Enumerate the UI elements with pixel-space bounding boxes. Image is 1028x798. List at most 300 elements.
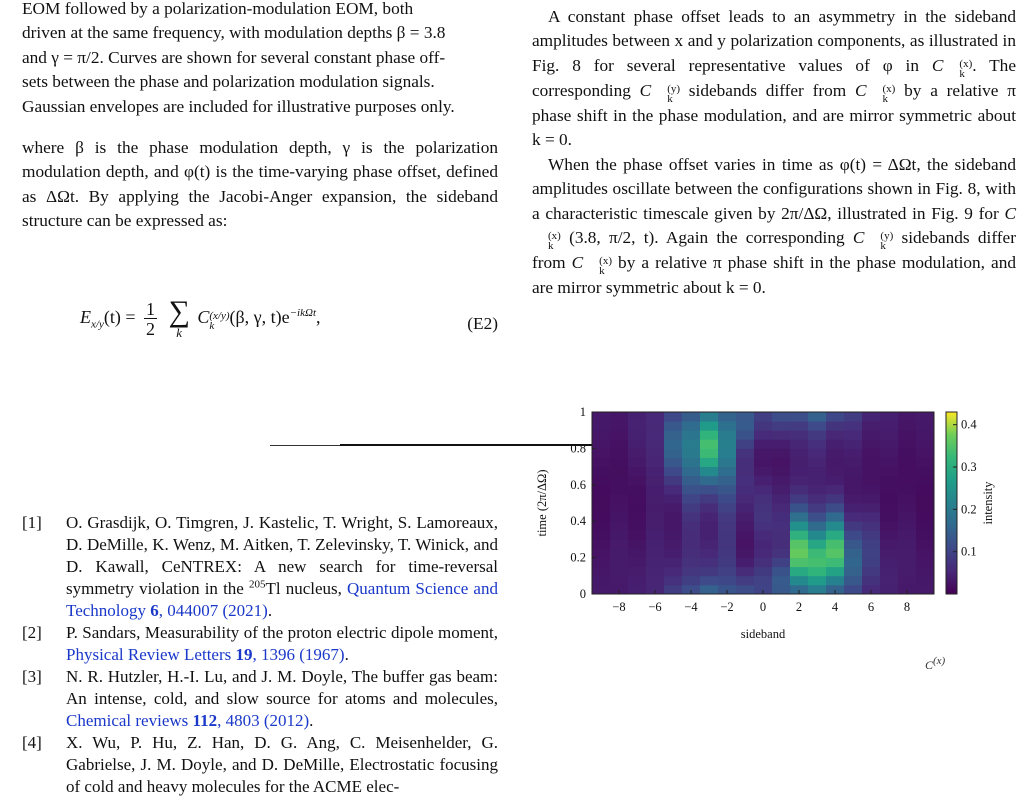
y-tick-label: 1 <box>579 405 586 419</box>
heatmap-cell <box>682 476 700 486</box>
c-sub: k <box>667 92 673 105</box>
heatmap-cell <box>718 412 736 422</box>
heatmap-cell <box>880 503 898 513</box>
heatmap-cell <box>772 512 790 522</box>
heatmap-cell <box>664 539 682 549</box>
heatmap-cell <box>628 512 646 522</box>
heatmap-cell <box>736 412 754 422</box>
reference-journal[interactable]: Physical Review Letters <box>66 645 236 664</box>
c-sup: (y) <box>667 82 681 95</box>
heatmap-cell <box>790 567 808 577</box>
heatmap-cell <box>628 421 646 431</box>
heatmap-cell <box>646 512 664 522</box>
heatmap-cell <box>646 558 664 568</box>
heatmap-cell <box>862 530 880 540</box>
heatmap-cell <box>610 576 628 586</box>
heatmap-cell <box>592 539 610 549</box>
heatmap-cell <box>826 530 844 540</box>
heatmap-cell <box>646 576 664 586</box>
reference-volume[interactable]: 19 <box>235 645 253 664</box>
heatmap-cell <box>754 558 772 568</box>
heatmap-cell <box>790 485 808 495</box>
heatmap-cell <box>610 539 628 549</box>
heatmap-cell <box>916 512 934 522</box>
heatmap-cell <box>646 412 664 422</box>
heatmap-cell <box>592 412 610 422</box>
heatmap-cell <box>754 494 772 504</box>
heatmap-cell <box>664 503 682 513</box>
heatmap-cell <box>700 467 718 477</box>
heatmap-cell <box>664 430 682 440</box>
heatmap-cell <box>916 467 934 477</box>
heatmap-cell <box>682 512 700 522</box>
heatmap-cell <box>754 467 772 477</box>
heatmap-cell <box>808 467 826 477</box>
eq-term-scripts <box>209 311 229 331</box>
caption-line: sets between the phase and polarization modulation signals. <box>22 72 435 92</box>
heatmap-cell <box>808 494 826 504</box>
heatmap-cell <box>592 530 610 540</box>
heatmap-cell <box>646 567 664 577</box>
reference-item <box>22 512 498 622</box>
heatmap-cell <box>808 512 826 522</box>
eq-comma: , <box>316 307 321 328</box>
c-sup: (x) <box>548 230 561 243</box>
heatmap-cell <box>700 412 718 422</box>
eq-fraction <box>144 300 157 339</box>
heatmap-cell <box>862 412 880 422</box>
heatmap-cell <box>736 521 754 531</box>
heatmap-cell <box>718 467 736 477</box>
sideband-heatmap-figure <box>530 396 1020 672</box>
heatmap-cell <box>664 512 682 522</box>
caption-line: EOM followed by a polarization-modulation EOM, both <box>22 0 414 18</box>
heatmap-cell <box>628 576 646 586</box>
heatmap-cell <box>880 567 898 577</box>
heatmap-cell <box>916 585 934 595</box>
reference-journal[interactable]: Quantum Science and Technology <box>66 579 498 620</box>
heatmap-cell <box>862 467 880 477</box>
heatmap-cell <box>610 549 628 559</box>
heatmap-cell <box>718 512 736 522</box>
heatmap-cell <box>736 421 754 431</box>
heatmap-cell <box>700 439 718 449</box>
heatmap-cell <box>844 476 862 486</box>
heatmap-cell <box>682 521 700 531</box>
c-scripts <box>532 231 561 251</box>
eq-exponent: −ikΩt <box>289 307 316 320</box>
c-scripts <box>651 84 680 104</box>
x-tick-label: −8 <box>612 600 626 614</box>
reference-volume[interactable]: 112 <box>192 711 218 730</box>
heatmap-cell <box>736 549 754 559</box>
heatmap-cell <box>880 485 898 495</box>
heatmap-cell <box>592 576 610 586</box>
heatmap-cell <box>808 412 826 422</box>
heatmap-cell <box>682 430 700 440</box>
heatmap-cells <box>592 412 934 594</box>
heatmap-cell <box>682 558 700 568</box>
heatmap-cell <box>826 494 844 504</box>
heatmap-cell <box>628 412 646 422</box>
heatmap-cell <box>628 458 646 468</box>
heatmap-cell <box>826 448 844 458</box>
heatmap-cell <box>772 448 790 458</box>
heatmap-cell <box>664 467 682 477</box>
heatmap-cell <box>700 458 718 468</box>
reference-link[interactable] <box>66 711 309 730</box>
colorbar-label: intensity <box>981 481 995 525</box>
heatmap-cell <box>844 494 862 504</box>
colorbar-tick-label: 0.3 <box>961 460 977 475</box>
heatmap-cell <box>808 458 826 468</box>
heatmap-cell <box>790 494 808 504</box>
heatmap-cell <box>826 567 844 577</box>
heatmap-cell <box>790 512 808 522</box>
heatmap-cell <box>646 467 664 477</box>
colorbar-tick-label: 0.1 <box>961 544 977 559</box>
heatmap-cell <box>754 503 772 513</box>
reference-number: [2] <box>22 623 42 642</box>
reference-journal[interactable]: Chemical reviews <box>66 711 193 730</box>
heatmap-cell <box>682 467 700 477</box>
eq-term-args: (β, γ, t)e <box>229 307 290 328</box>
c-scripts <box>583 256 612 276</box>
heatmap-cell <box>826 512 844 522</box>
heatmap-cell <box>790 439 808 449</box>
heatmap-cell <box>826 412 844 422</box>
heatmap-cell <box>808 539 826 549</box>
heatmap-cell <box>844 576 862 586</box>
heatmap-cell <box>898 567 916 577</box>
heatmap-cell <box>862 503 880 513</box>
x-tick-label: 0 <box>759 600 767 614</box>
heatmap-cell <box>736 448 754 458</box>
heatmap-cell <box>790 448 808 458</box>
c-sub: k <box>882 92 889 105</box>
heatmap-cell <box>628 494 646 504</box>
equation-label: (E2) <box>467 314 498 333</box>
references-list <box>22 512 498 798</box>
heatmap-cell <box>610 458 628 468</box>
reference-pages[interactable]: , 044007 (2021) <box>158 601 268 620</box>
heatmap-cell <box>916 430 934 440</box>
reference-pages[interactable]: , 1396 (1967) <box>252 645 345 664</box>
heatmap-cell <box>610 448 628 458</box>
heatmap-cell <box>862 476 880 486</box>
heatmap-cell <box>700 476 718 486</box>
x-tick-label: −6 <box>648 600 662 614</box>
heatmap-cell <box>772 421 790 431</box>
heatmap-cell <box>664 549 682 559</box>
heatmap-cell <box>790 421 808 431</box>
heatmap-cell <box>916 485 934 495</box>
caption-line: driven at the same frequency, with modulation depths β = 3.8 <box>22 23 446 43</box>
heatmap-cell <box>610 439 628 449</box>
heatmap-cell <box>844 585 862 595</box>
heatmap-cell <box>862 549 880 559</box>
heatmap-cell <box>736 503 754 513</box>
heatmap-cell <box>682 549 700 559</box>
paragraph-text: (3.8, π/2, t). Again the corresponding <box>560 228 853 248</box>
heatmap-cell <box>736 485 754 495</box>
heatmap-cell <box>592 430 610 440</box>
heatmap-cell <box>826 549 844 559</box>
heatmap-cell <box>610 421 628 431</box>
heatmap-cell <box>700 503 718 513</box>
heatmap-cell <box>592 485 610 495</box>
heatmap-cell <box>646 439 664 449</box>
heatmap-cell <box>880 467 898 477</box>
heatmap-cell <box>700 585 718 595</box>
heatmap-cell <box>610 430 628 440</box>
heatmap-cell <box>754 485 772 495</box>
heatmap-cell <box>898 503 916 513</box>
heatmap-cell <box>736 494 754 504</box>
heatmap-cell <box>646 421 664 431</box>
reference-item <box>22 666 498 732</box>
reference-text: Tl nucleus, <box>265 579 348 598</box>
heatmap-cell <box>628 567 646 577</box>
heatmap-cell <box>790 503 808 513</box>
heatmap-cell <box>790 549 808 559</box>
heatmap-cell <box>790 558 808 568</box>
heatmap-cell <box>592 521 610 531</box>
heatmap-cell <box>916 576 934 586</box>
heatmap-cell <box>880 576 898 586</box>
heatmap-cell <box>898 476 916 486</box>
heatmap-cell <box>826 458 844 468</box>
reference-item <box>22 732 498 798</box>
heatmap-cell <box>844 558 862 568</box>
eq-sum-sub: k <box>176 325 183 340</box>
heatmap-cell <box>844 530 862 540</box>
heatmap-cell <box>880 549 898 559</box>
heatmap-cell <box>610 494 628 504</box>
heatmap-cell <box>610 467 628 477</box>
heatmap-cell <box>808 448 826 458</box>
heatmap-cell <box>664 494 682 504</box>
heatmap-cell <box>754 512 772 522</box>
sum-sigma-icon: ∑ <box>168 295 190 328</box>
heatmap-cell <box>754 448 772 458</box>
heatmap-cell <box>700 512 718 522</box>
heatmap-cell <box>646 476 664 486</box>
heatmap-cell <box>700 521 718 531</box>
heatmap-cell <box>808 530 826 540</box>
heatmap-cell <box>772 567 790 577</box>
heatmap-cell <box>808 558 826 568</box>
heatmap-cell <box>808 576 826 586</box>
heatmap-cell <box>736 512 754 522</box>
heatmap-cell <box>718 503 736 513</box>
heatmap-cell <box>592 558 610 568</box>
heatmap-cell <box>754 521 772 531</box>
x-tick-label: 6 <box>867 600 875 614</box>
heatmap-cell <box>664 421 682 431</box>
heatmap-cell <box>772 558 790 568</box>
reference-end: . <box>267 601 273 620</box>
heatmap-cell <box>808 567 826 577</box>
heatmap-cell <box>880 494 898 504</box>
heatmap-cell <box>610 558 628 568</box>
heatmap-cell <box>736 467 754 477</box>
heatmap-cell <box>772 412 790 422</box>
heatmap-cell <box>736 567 754 577</box>
heatmap-cell <box>646 503 664 513</box>
heatmap-cell <box>628 539 646 549</box>
heatmap-cell <box>862 494 880 504</box>
heatmap-cell <box>862 567 880 577</box>
colorbar-tick-label: 0.4 <box>961 417 977 432</box>
heatmap-cell <box>754 539 772 549</box>
heatmap-cell <box>898 448 916 458</box>
paragraph-text: where β is the phase modulation depth, γ is the polarization modulation depth, and φ(t) is the time-varying phase offset, defined as ΔΩt. By applying the Jacobi-Anger expansion, the sideband structure can be expressed as: <box>22 138 498 231</box>
c-sup: (x) <box>959 57 973 70</box>
heatmap-cell <box>898 494 916 504</box>
heatmap-cell <box>844 549 862 559</box>
paragraph-text: . The corresponding <box>532 55 1016 100</box>
heatmap-cell <box>898 576 916 586</box>
heatmap-cell <box>898 539 916 549</box>
heatmap-cell <box>862 512 880 522</box>
heatmap-cell <box>790 521 808 531</box>
heatmap-cell <box>664 439 682 449</box>
heatmap-cell <box>610 503 628 513</box>
fragment-sup: (x) <box>933 655 946 667</box>
caption-line: Gaussian envelopes are included for illustrative purposes only. <box>22 96 455 116</box>
heatmap-cell <box>880 521 898 531</box>
heatmap-cell <box>808 430 826 440</box>
heatmap-cell <box>808 476 826 486</box>
reference-number: [3] <box>22 667 42 686</box>
heatmap-cell <box>772 585 790 595</box>
y-tick-label: 0.8 <box>570 441 586 456</box>
c-sup: (y) <box>880 230 894 243</box>
heatmap-cell <box>664 412 682 422</box>
heatmap-cell <box>610 476 628 486</box>
x-tick-label: 8 <box>903 600 911 614</box>
heatmap-cell <box>754 576 772 586</box>
equation-body <box>80 295 321 340</box>
c-sup: (x) <box>882 82 896 95</box>
paragraph-text: sidebands differ from <box>532 228 1016 273</box>
heatmap-cell <box>916 567 934 577</box>
heatmap-cell <box>754 549 772 559</box>
heatmap-cell <box>772 576 790 586</box>
heatmap-cell <box>592 476 610 486</box>
heatmap-cell <box>916 558 934 568</box>
y-axis-label: time (2π/ΔΩ) <box>535 469 549 537</box>
heatmap-cell <box>700 558 718 568</box>
heatmap-cell <box>700 485 718 495</box>
next-caption-fragment: $C^{(x)}$ <box>925 655 946 672</box>
heatmap-cell <box>718 576 736 586</box>
heatmap-cell <box>790 539 808 549</box>
heatmap-cell <box>844 467 862 477</box>
eq-term-sup: (x/y) <box>209 310 230 323</box>
heatmap-cell <box>916 421 934 431</box>
heatmap-cell <box>790 576 808 586</box>
heatmap-cell <box>880 458 898 468</box>
heatmap-cell <box>790 458 808 468</box>
heatmap-cell <box>844 458 862 468</box>
heatmap-cell <box>754 439 772 449</box>
y-tick-label: 0.4 <box>570 514 586 529</box>
paragraph-text: by a relative π phase shift in the phase modulation, and are mirror symmetric about k = 0. <box>532 253 1016 298</box>
y-tick-label: 0.6 <box>570 477 586 492</box>
heatmap-cell <box>826 503 844 513</box>
eq-frac-num: 1 <box>145 298 155 319</box>
heatmap-cell <box>880 585 898 595</box>
heatmap-cell <box>718 494 736 504</box>
heatmap-cell <box>610 567 628 577</box>
heatmap-cell <box>700 430 718 440</box>
heatmap-cell <box>628 530 646 540</box>
heatmap-cell <box>736 476 754 486</box>
heatmap-cell <box>772 494 790 504</box>
heatmap-cell <box>862 421 880 431</box>
heatmap-cell <box>826 476 844 486</box>
colorbar <box>946 412 957 594</box>
heatmap-cell <box>844 503 862 513</box>
heatmap-cell <box>826 485 844 495</box>
heatmap-cell <box>844 521 862 531</box>
heatmap-cell <box>682 567 700 577</box>
heatmap-cell <box>628 467 646 477</box>
reference-pages[interactable]: , 4803 (2012) <box>217 711 310 730</box>
heatmap-cell <box>682 448 700 458</box>
heatmap-cell <box>592 512 610 522</box>
heatmap-cell <box>754 530 772 540</box>
reference-text: N. R. Hutzler, H.-I. Lu, and J. M. Doyle, The buffer gas beam: An intense, cold, and slow source for atoms and molecules, <box>66 667 498 708</box>
heatmap-cell <box>772 549 790 559</box>
heatmap-cell <box>808 549 826 559</box>
heatmap-cell <box>592 567 610 577</box>
heatmap-cell <box>790 476 808 486</box>
heatmap-cell <box>700 421 718 431</box>
heatmap-cell <box>880 530 898 540</box>
c-scripts <box>867 84 896 104</box>
heatmap-cell <box>844 412 862 422</box>
heatmap-cell <box>880 512 898 522</box>
x-axis-label: sideband <box>740 627 786 641</box>
reference-end: . <box>344 645 349 664</box>
c-sub: k <box>599 265 605 278</box>
heatmap-cell <box>646 549 664 559</box>
heatmap-cell <box>610 521 628 531</box>
heatmap-cell <box>718 521 736 531</box>
heatmap-cell <box>682 421 700 431</box>
heatmap-cell <box>898 467 916 477</box>
heatmap-cell <box>682 576 700 586</box>
reference-volume[interactable]: 6 <box>150 601 159 620</box>
reference-link[interactable] <box>66 645 345 664</box>
heatmap-cell <box>700 567 718 577</box>
heatmap-cell <box>718 476 736 486</box>
eq-term-sub: k <box>209 320 215 333</box>
heatmap-cell <box>682 503 700 513</box>
heatmap-cell <box>862 558 880 568</box>
heatmap-cell <box>718 558 736 568</box>
heatmap-cell <box>862 539 880 549</box>
heatmap-cell <box>898 521 916 531</box>
heatmap-cell <box>700 494 718 504</box>
heatmap-cell <box>898 430 916 440</box>
heatmap-cell <box>880 412 898 422</box>
heatmap-cell <box>916 503 934 513</box>
heatmap-cell <box>916 549 934 559</box>
